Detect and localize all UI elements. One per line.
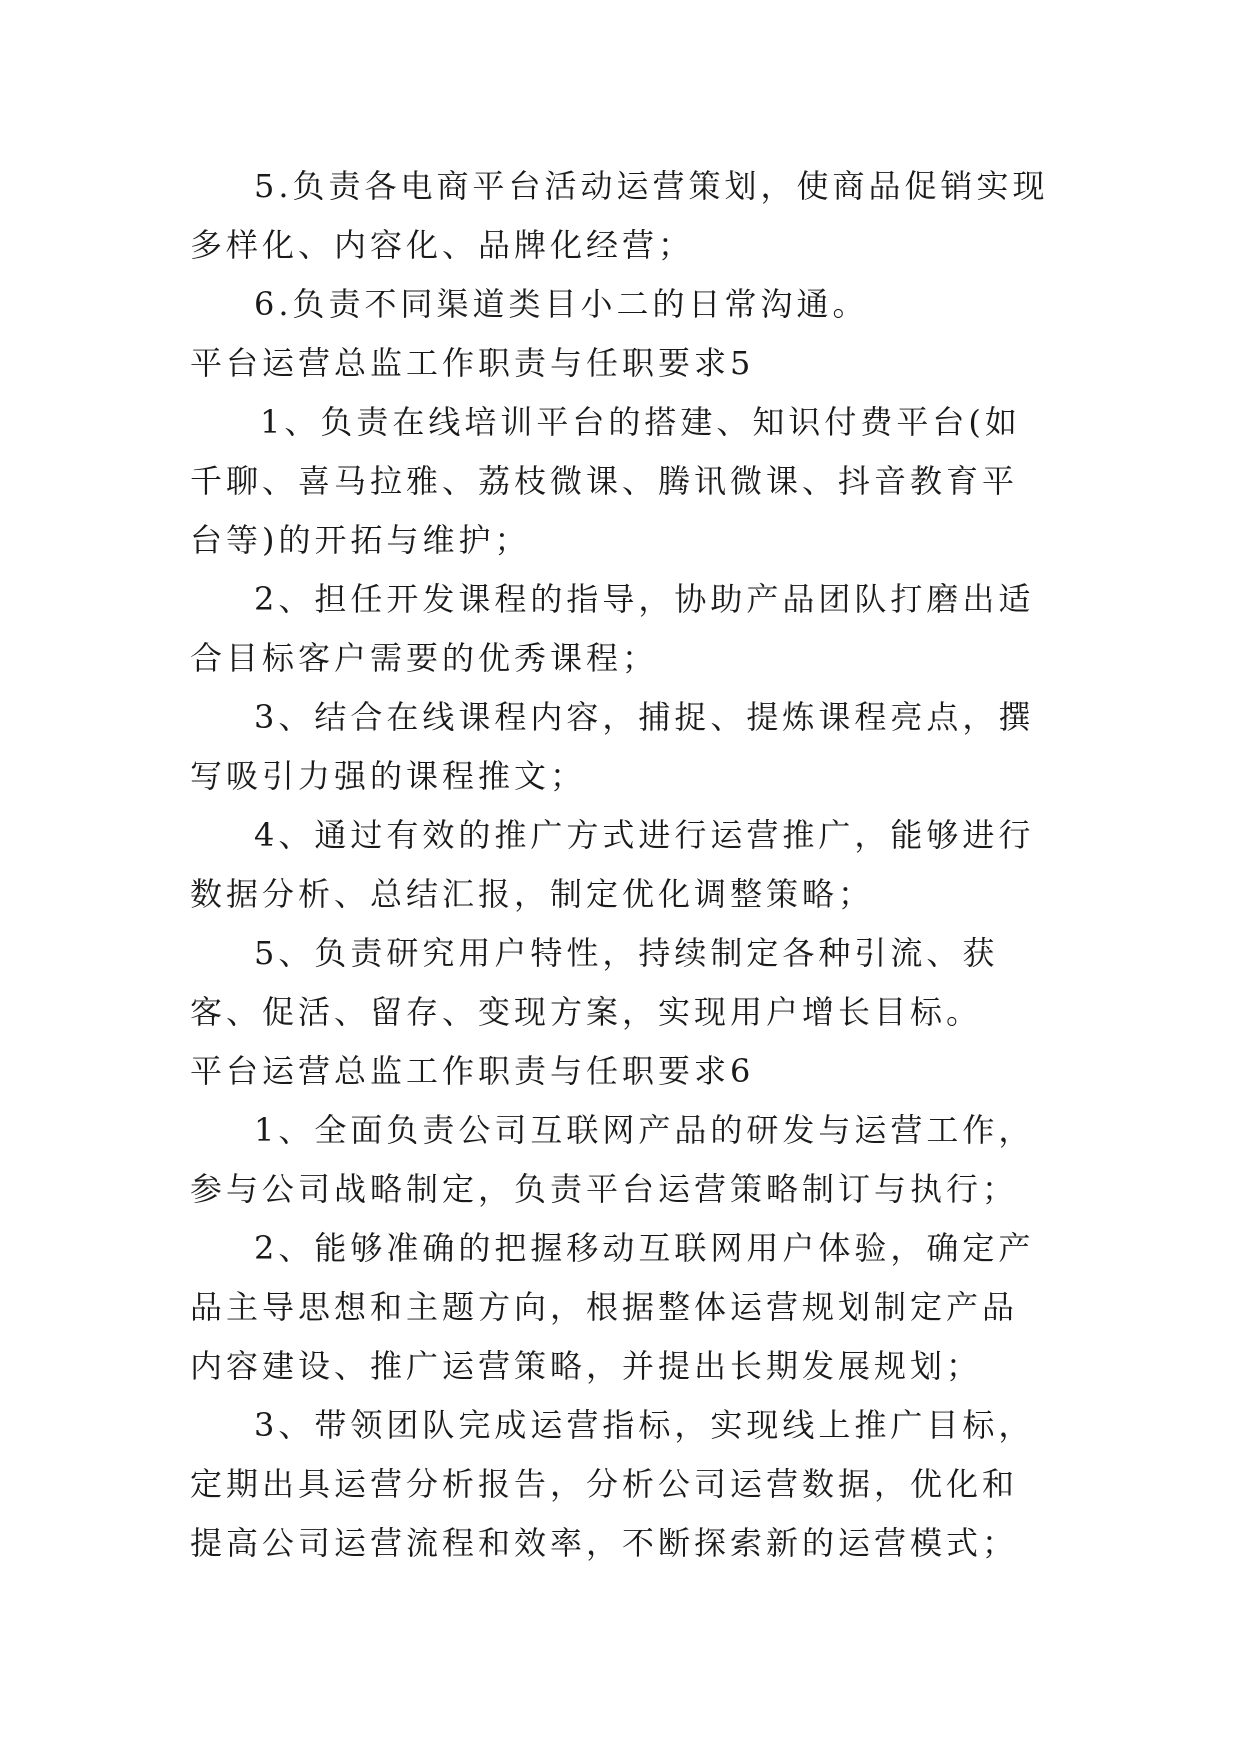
paragraph: 3、带领团队完成运营指标，实现线上推广目标，定期出具运营分析报告，分析公司运营数据，优化和提高公司运营流程和效率，不断探索新的运营模式；	[190, 1406, 1035, 1562]
paragraph: 5、负责研究用户特性，持续制定各种引流、获客、促活、留存、变现方案，实现用户增长目标。	[190, 934, 999, 1031]
paragraph: 4、通过有效的推广方式进行运营推广，能够进行数据分析、总结汇报，制定优化调整策略；	[190, 816, 1035, 913]
paragraph: 2、能够准确的把握移动互联网用户体验，确定产品主导思想和主题方向，根据整体运营规划制定产品内容建设、推广运营策略，并提出长期发展规划；	[190, 1229, 1035, 1385]
paragraph: 6.负责不同渠道类目小二的日常沟通。	[254, 285, 869, 323]
section-heading: 平台运营总监工作职责与任职要求5	[190, 344, 755, 382]
paragraph: 1、负责在线培训平台的搭建、知识付费平台(如千聊、喜马拉雅、荔枝微课、腾讯微课、抖音教育平台等)的开拓与维护；	[190, 403, 1021, 559]
section-heading: 平台运营总监工作职责与任职要求6	[190, 1052, 755, 1090]
paragraph: 3、结合在线课程内容，捕捉、提炼课程亮点，撰写吸引力强的课程推文；	[190, 698, 1035, 795]
paragraph: 2、担任开发课程的指导，协助产品团队打磨出适合目标客户需要的优秀课程；	[190, 580, 1035, 677]
paragraph: 5.负责各电商平台活动运营策划，使商品促销实现多样化、内容化、品牌化经营；	[190, 167, 1049, 264]
document-page	[190, 157, 1050, 1573]
paragraph: 1、全面负责公司互联网产品的研发与运营工作，参与公司战略制定，负责平台运营策略制订与执行；	[190, 1111, 1035, 1208]
